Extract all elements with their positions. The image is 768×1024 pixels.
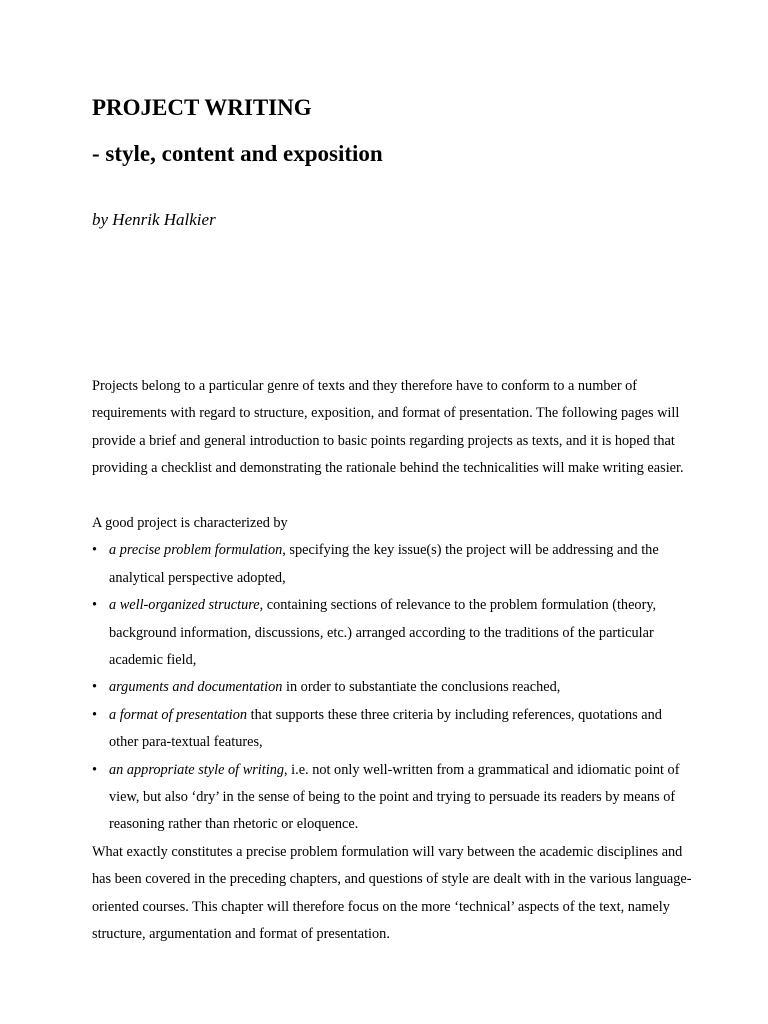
bullet-icon: • xyxy=(92,597,98,614)
criterion-emphasis: arguments and documentation xyxy=(109,679,283,696)
criterion-text: , i.e. not only well-written from a grammatical and idiomatic point of view, but also ‘dry’ in the sense of being to the point and trying to persuade its readers by means of reasoning rather than rhetoric or eloquence. xyxy=(109,761,680,833)
document-subtitle: - style, content and exposition xyxy=(92,141,383,166)
document-title: PROJECT WRITING xyxy=(92,95,312,120)
criteria-list xyxy=(92,537,692,838)
criterion-emphasis: a well-organized structure xyxy=(109,597,260,614)
bullet-icon: • xyxy=(92,542,98,559)
bullet-icon: • xyxy=(92,679,98,696)
list-item xyxy=(92,592,692,674)
list-item xyxy=(92,757,692,839)
list-intro: A good project is characterized by xyxy=(92,515,288,532)
bullet-icon: • xyxy=(92,761,98,778)
criterion-text: , containing sections of relevance to the problem formulation (theory, background information, discussions, etc.) arranged according to the traditions of the particular academic field, xyxy=(109,597,657,669)
intro-paragraph: Projects belong to a particular genre of texts and they therefore have to conform to a number of requirements with regard to structure, exposition, and format of presentation. The following pages will provide a brief and general introduction to basic points regarding projects as texts, and it is hoped that providing a checklist and demonstrating the rationale behind the technicalities will make writing easier. xyxy=(92,378,684,477)
criterion-emphasis: a format of presentation xyxy=(109,706,248,723)
criterion-emphasis: a precise problem formulation xyxy=(109,542,283,559)
author-line: by Henrik Halkier xyxy=(92,210,216,229)
body-text xyxy=(92,373,692,949)
bullet-icon: • xyxy=(92,706,98,723)
closing-paragraph: What exactly constitutes a precise problem formulation will vary between the academic disciplines and has been covered in the preceding chapters, and questions of style are dealt with in the various language-oriented courses. This chapter will therefore focus on the more ‘technical’ aspects of the text, namely structure, argumentation and format of presentation. xyxy=(92,843,692,943)
list-item xyxy=(92,674,692,701)
list-item xyxy=(92,702,692,757)
criterion-text: in order to substantiate the conclusions reached, xyxy=(282,679,561,696)
criterion-text: that supports these three criteria by including references, quotations and other para-textual features, xyxy=(109,706,662,751)
criterion-text: , specifying the key issue(s) the project will be addressing and the analytical perspective adopted, xyxy=(109,542,659,586)
list-item xyxy=(92,537,692,592)
criterion-emphasis: an appropriate style of writing xyxy=(109,761,285,778)
